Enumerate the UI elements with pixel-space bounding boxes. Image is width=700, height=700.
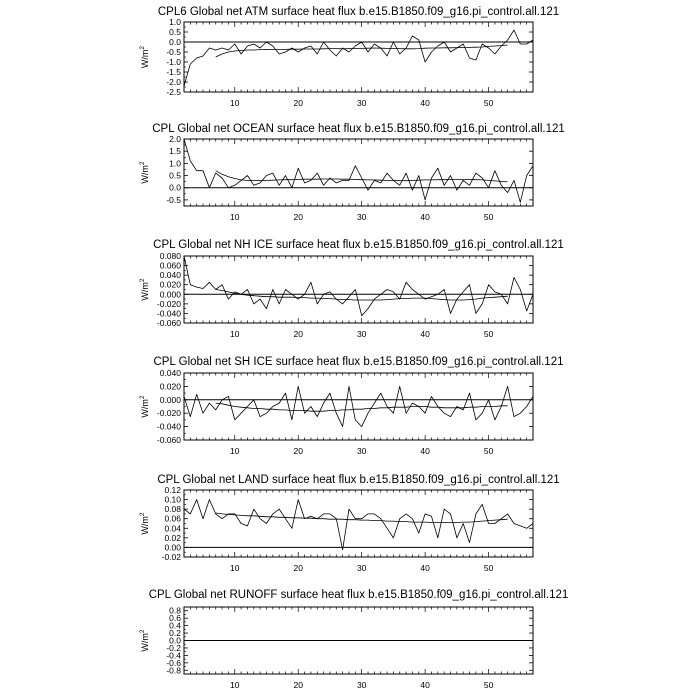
y-tick-label: 1.5 bbox=[169, 146, 181, 157]
series-line-running-mean bbox=[216, 171, 508, 182]
y-tick-label: 0.000 bbox=[159, 394, 181, 405]
x-tick-label: 10 bbox=[230, 212, 240, 222]
chart-panel-5 bbox=[139, 474, 560, 573]
y-axis-label bbox=[139, 161, 150, 184]
chart-title: CPL Global net SH ICE surface heat flux b.e15.B1850.f09_g16.pi_control.all.121 bbox=[153, 356, 564, 368]
x-tick-label: 40 bbox=[420, 446, 430, 456]
series-line-annual bbox=[184, 500, 533, 550]
chart-panel-2 bbox=[139, 123, 565, 222]
y-tick-label: 0.040 bbox=[159, 270, 181, 281]
y-axis-label-superscript: 2 bbox=[139, 161, 146, 166]
x-tick-label: 40 bbox=[420, 680, 430, 690]
y-tick-label: -1.0 bbox=[166, 57, 181, 67]
y-tick-label: 0.02 bbox=[164, 532, 181, 543]
y-tick-label: -0.020 bbox=[156, 408, 181, 419]
y-tick-label: -0.5 bbox=[166, 47, 181, 57]
x-tick-label: 20 bbox=[293, 446, 303, 456]
y-tick-label: 0.0 bbox=[169, 635, 181, 646]
plot-frame bbox=[184, 256, 533, 323]
chart-panel-6 bbox=[139, 589, 568, 690]
y-tick-label: -0.6 bbox=[166, 657, 181, 668]
x-tick-label: 20 bbox=[293, 680, 303, 690]
y-tick-label: 2.0 bbox=[169, 134, 181, 144]
x-tick-label: 30 bbox=[356, 329, 367, 339]
y-axis-label-superscript: 2 bbox=[139, 278, 146, 283]
y-axis-label bbox=[139, 278, 150, 301]
x-tick-label: 50 bbox=[483, 212, 494, 222]
y-tick-label: -2.0 bbox=[166, 77, 181, 87]
y-tick-label: 0.8 bbox=[169, 605, 181, 616]
x-tick-label: 50 bbox=[483, 329, 494, 339]
x-tick-label: 30 bbox=[356, 98, 367, 108]
y-tick-label: -1.5 bbox=[166, 67, 181, 77]
x-tick-label: 30 bbox=[356, 212, 367, 222]
chart-title: CPL Global net NH ICE surface heat flux b.e15.B1850.f09_g16.pi_control.all.121 bbox=[153, 239, 564, 251]
chart-title: CPL6 Global net ATM surface heat flux b.e15.B1850.f09_g16.pi_control.all.121 bbox=[157, 6, 560, 18]
y-tick-label: 1.0 bbox=[169, 158, 181, 169]
y-tick-label: -0.2 bbox=[166, 642, 181, 653]
series-line-running-mean bbox=[216, 45, 508, 57]
y-axis-label-unit: W/m bbox=[140, 165, 150, 184]
y-tick-label: -0.8 bbox=[166, 665, 181, 676]
y-axis-label-superscript: 2 bbox=[139, 395, 146, 400]
y-tick-label: 0.5 bbox=[169, 27, 181, 37]
x-tick-label: 10 bbox=[230, 680, 240, 690]
y-tick-label: 0.06 bbox=[164, 513, 181, 524]
y-tick-label: 0.12 bbox=[164, 485, 181, 495]
x-tick-label: 20 bbox=[293, 329, 303, 339]
series-line-annual bbox=[184, 139, 533, 202]
chart-title: CPL Global net OCEAN surface heat flux b.e15.B1850.f09_g16.pi_control.all.121 bbox=[152, 123, 565, 135]
x-tick-label: 20 bbox=[293, 98, 303, 108]
y-tick-label: -0.040 bbox=[156, 308, 181, 319]
chart-title: CPL Global net LAND surface heat flux b.e15.B1850.f09_g16.pi_control.all.121 bbox=[157, 474, 560, 486]
y-tick-label: 0.04 bbox=[164, 523, 181, 534]
y-tick-label: 0.060 bbox=[159, 260, 181, 271]
y-tick-label: -0.060 bbox=[156, 435, 181, 445]
y-axis-label-superscript: 2 bbox=[139, 512, 146, 517]
series-line-annual bbox=[184, 30, 533, 86]
y-axis-label-superscript: 2 bbox=[139, 45, 146, 50]
y-axis-label-unit: W/m bbox=[140, 633, 150, 652]
plot-frame bbox=[184, 22, 533, 92]
y-tick-label: 0.040 bbox=[159, 368, 181, 378]
y-tick-label: -2.5 bbox=[166, 87, 181, 97]
y-tick-label: 0.020 bbox=[159, 381, 181, 392]
y-axis-label bbox=[139, 512, 150, 535]
y-tick-label: -0.02 bbox=[161, 552, 181, 562]
y-tick-label: -0.020 bbox=[156, 298, 181, 309]
x-tick-label: 50 bbox=[483, 98, 494, 108]
x-tick-label: 50 bbox=[483, 680, 494, 690]
x-tick-label: 30 bbox=[356, 680, 367, 690]
x-tick-label: 30 bbox=[356, 563, 367, 573]
x-tick-label: 40 bbox=[420, 329, 430, 339]
y-tick-label: 0.0 bbox=[169, 37, 181, 47]
x-tick-label: 30 bbox=[356, 446, 367, 456]
y-tick-label: -0.040 bbox=[156, 421, 181, 432]
y-tick-label: 0.08 bbox=[164, 504, 181, 515]
x-tick-label: 20 bbox=[293, 563, 303, 573]
chart-panel-1 bbox=[139, 6, 559, 108]
chart-panel-3 bbox=[139, 239, 564, 339]
x-tick-label: 50 bbox=[483, 446, 494, 456]
y-tick-label: 0.0 bbox=[169, 182, 181, 193]
y-axis-label bbox=[139, 395, 150, 418]
y-tick-label: 0.4 bbox=[169, 620, 181, 631]
series-line-annual bbox=[184, 256, 533, 316]
y-axis-label bbox=[139, 46, 150, 69]
y-tick-label: 0.6 bbox=[169, 613, 181, 624]
y-tick-label: 1.0 bbox=[169, 17, 181, 27]
y-tick-label: 0.080 bbox=[159, 251, 181, 261]
y-tick-label: -0.060 bbox=[156, 318, 181, 328]
x-tick-label: 50 bbox=[483, 563, 494, 573]
y-tick-label: 0.5 bbox=[169, 170, 181, 181]
chart-panel-4 bbox=[139, 356, 564, 456]
y-tick-label: 0.2 bbox=[169, 628, 181, 639]
y-tick-label: -0.5 bbox=[166, 194, 181, 205]
x-tick-label: 40 bbox=[420, 98, 430, 108]
y-axis-label-unit: W/m bbox=[140, 49, 150, 69]
y-axis-label-unit: W/m bbox=[140, 516, 150, 535]
y-tick-label: 0.020 bbox=[159, 279, 181, 290]
chart-title: CPL Global net RUNOFF surface heat flux b.e15.B1850.f09_g16.pi_control.all.121 bbox=[148, 589, 569, 601]
y-tick-label: -0.4 bbox=[166, 650, 181, 661]
y-tick-label: 0.00 bbox=[164, 542, 181, 553]
x-tick-label: 10 bbox=[230, 329, 240, 339]
y-axis-label bbox=[139, 629, 150, 652]
x-tick-label: 10 bbox=[230, 98, 240, 108]
x-tick-label: 20 bbox=[293, 212, 303, 222]
y-axis-label-unit: W/m bbox=[140, 282, 150, 301]
y-axis-label-unit: W/m bbox=[140, 399, 150, 418]
x-tick-label: 10 bbox=[230, 563, 240, 573]
y-tick-label: 0.10 bbox=[164, 494, 181, 505]
x-tick-label: 10 bbox=[230, 446, 240, 456]
x-tick-label: 40 bbox=[420, 563, 430, 573]
x-tick-label: 40 bbox=[420, 212, 430, 222]
y-tick-label: 0.000 bbox=[159, 289, 181, 300]
y-axis-label-superscript: 2 bbox=[139, 629, 146, 634]
